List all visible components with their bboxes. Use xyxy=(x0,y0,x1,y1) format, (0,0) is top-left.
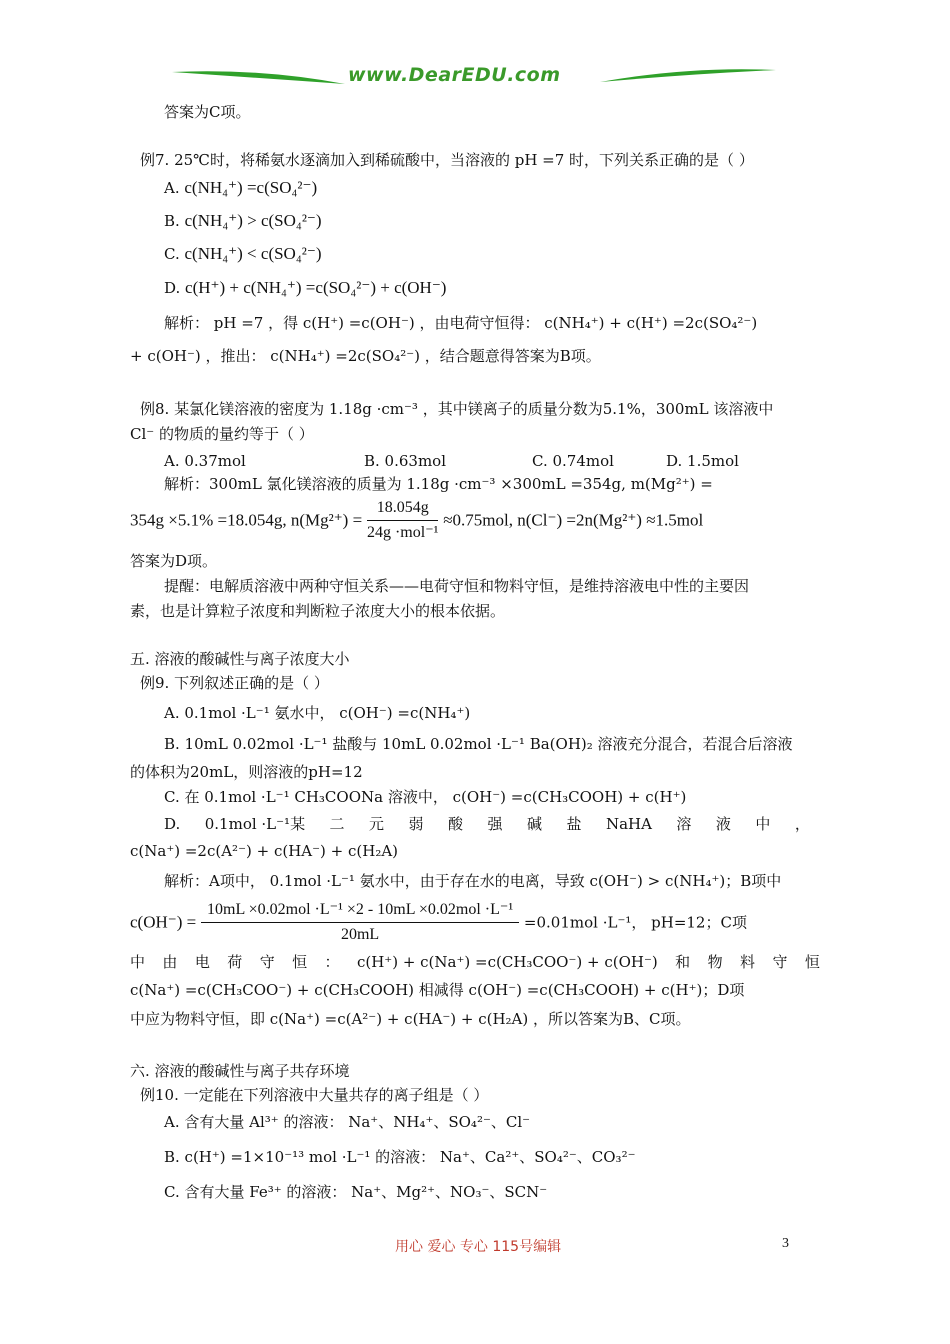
option-a: A. 含有大量 Al³⁺ 的溶液： Na⁺、NH₄⁺、SO₄²⁻、Cl⁻ xyxy=(164,1113,531,1131)
justified-token: 荷 xyxy=(227,953,243,971)
fraction xyxy=(367,497,438,544)
justified-token: 盐 xyxy=(566,815,582,833)
text-line: 答案为D项。 xyxy=(130,552,218,570)
denominator: 20mL xyxy=(340,926,380,943)
justified-token: 恒 xyxy=(292,953,308,971)
analysis-line: + c(OH⁻) ，推出： c(NH₄⁺) =2c(SO₄²⁻) ，结合题意得答案为B项。 xyxy=(130,347,601,365)
example-9-question: 例9. 下列叙述正确的是（ ） xyxy=(140,674,329,692)
denominator: 24g ·mol⁻¹ xyxy=(366,524,439,541)
justified-token: 由 xyxy=(162,953,178,971)
analysis-line: c(Na⁺) =c(CH₃COO⁻) + c(CH₃COOH) 相减得 c(OH⁻) =c(CH₃COOH) + c(H⁺)；D项 xyxy=(130,981,745,999)
justified-token: 0.1mol ·L⁻¹某 xyxy=(204,815,306,833)
justified-token: D. xyxy=(164,815,181,833)
option-a: A. 0.37mol xyxy=(164,452,246,470)
numerator: 10mL ×0.02mol ·L⁻¹ ×2 - 10mL ×0.02mol ·L⁻¹ xyxy=(201,899,519,923)
footer-text: 用心 爱心 专心 115号编辑 xyxy=(395,1239,562,1255)
analysis-line xyxy=(130,951,830,973)
analysis-line: 中应为物料守恒，即 c(Na⁺) =c(A²⁻) + c(HA⁻) + c(H₂A) ，所以答案为B、C项。 xyxy=(130,1010,691,1028)
justified-token: 碱 xyxy=(526,815,542,833)
analysis-line: 解析： pH =7 ，得 c(H⁺) =c(OH⁻) ，由电荷守恒得： c(NH₄⁺) + c(H⁺) =2c(SO₄²⁻) xyxy=(164,314,758,332)
justified-token: 料 xyxy=(740,953,756,971)
formula: c(NH₄⁺) > c(SO₄²⁻) xyxy=(184,211,322,230)
option-b xyxy=(164,210,864,232)
text-line: 的体积为20mL，则溶液的pH=12 xyxy=(130,763,363,781)
tip-line: 提醒：电解质溶液中两种守恒关系——电荷守恒和物料守恒，是维持溶液电中性的主要因 xyxy=(164,577,750,595)
justified-token: 中 xyxy=(130,953,146,971)
justified-token: ： xyxy=(324,953,340,971)
formula-line: c(Na⁺) =2c(A²⁻) + c(HA⁻) + c(H₂A) xyxy=(130,842,399,860)
justified-token: c(H⁺) + c(Na⁺) =c(CH₃COO⁻) + c(OH⁻) xyxy=(356,953,658,971)
justified-token: 守 xyxy=(259,953,275,971)
section-heading: 六. 溶液的酸碱性与离子共存环境 xyxy=(130,1062,350,1080)
option-letter: B. xyxy=(164,212,185,230)
formula: =0.01mol ·L⁻¹， pH=12；C项 xyxy=(523,913,747,932)
justified-token: 强 xyxy=(487,815,503,833)
text-line: Cl⁻ 的物质的量约等于（ ） xyxy=(130,425,314,443)
justified-row xyxy=(164,813,810,835)
option-c: C. 0.74mol xyxy=(532,452,614,470)
formula: c(NH₄⁺) =c(SO₄²⁻) xyxy=(184,178,318,197)
option-c: C. 在 0.1mol ·L⁻¹ CH₃COONa 溶液中， c(OH⁻) =c(CH₃COOH) + c(H⁺) xyxy=(164,788,687,806)
example-8-question: 例8. 某氯化镁溶液的密度为 1.18g ·cm⁻³ ，其中镁离子的质量分数为5.1%，300mL 该溶液中 xyxy=(140,400,774,418)
justified-token: 酸 xyxy=(448,815,464,833)
justified-token: 弱 xyxy=(408,815,424,833)
option-letter: D. xyxy=(164,279,186,297)
option-d xyxy=(164,277,864,299)
justified-token: 溶 xyxy=(676,815,692,833)
justified-token: 守 xyxy=(772,953,788,971)
fraction xyxy=(201,899,519,946)
option-b: B. c(H⁺) =1×10⁻¹³ mol ·L⁻¹ 的溶液： Na⁺、Ca²⁺、SO₄²⁻、CO₃²⁻ xyxy=(164,1148,636,1166)
justified-token: ， xyxy=(794,815,810,833)
example-10-question: 例10. 一定能在下列溶液中大量共存的离子组是（ ） xyxy=(140,1086,489,1104)
site-header-logo xyxy=(170,62,780,96)
example-7-question: 例7. 25℃时，将稀氨水逐滴加入到稀硫酸中，当溶液的 pH =7 时，下列关系正确的是（ ） xyxy=(140,151,754,169)
formula: c(OH⁻) = xyxy=(130,912,197,932)
formula: ≈0.75mol, n(Cl⁻) =2n(Mg²⁺) ≈1.5mol xyxy=(443,510,704,530)
justified-token: 中 xyxy=(755,815,771,833)
equation-line xyxy=(130,899,830,945)
justified-token: 液 xyxy=(715,815,731,833)
justified-token: 恒 xyxy=(804,953,820,971)
option-letter: C. xyxy=(164,245,185,263)
justified-token: 物 xyxy=(707,953,723,971)
text-line: 答案为C项。 xyxy=(164,103,251,121)
justified-token: 二 xyxy=(329,815,345,833)
option-c: C. 含有大量 Fe³⁺ 的溶液： Na⁺、Mg²⁺、NO₃⁻、SCN⁻ xyxy=(164,1183,548,1201)
option-c xyxy=(164,243,864,265)
option-d xyxy=(164,813,810,835)
option-letter: A. xyxy=(164,179,185,197)
formula: c(NH₄⁺) < c(SO₄²⁻) xyxy=(184,244,322,263)
section-heading: 五. 溶液的酸碱性与离子浓度大小 xyxy=(130,650,350,668)
justified-token: NaHA xyxy=(605,815,652,833)
page-number: 3 xyxy=(782,1236,789,1251)
option-a: A. 0.1mol ·L⁻¹ 氨水中， c(OH⁻) =c(NH₄⁺) xyxy=(164,704,471,722)
logo-text: www.DearEDU.com xyxy=(348,64,561,86)
justified-token: 电 xyxy=(194,953,210,971)
formula: c(H⁺) + c(NH₄⁺) =c(SO₄²⁻) + c(OH⁻) xyxy=(185,278,447,297)
formula: 354g ×5.1% =18.054g, n(Mg²⁺) = xyxy=(130,510,363,530)
justified-token: 和 xyxy=(675,953,691,971)
option-b: B. 10mL 0.02mol ·L⁻¹ 盐酸与 10mL 0.02mol ·L⁻¹ Ba(OH)₂ 溶液充分混合，若混合后溶液 xyxy=(164,735,793,753)
option-b: B. 0.63mol xyxy=(364,452,447,470)
option-d: D. 1.5mol xyxy=(666,452,739,470)
analysis-line: 解析：A项中， 0.1mol ·L⁻¹ 氨水中，由于存在水的电离，导致 c(OH⁻) > c(NH₄⁺)；B项中 xyxy=(164,872,782,890)
justified-token: 元 xyxy=(369,815,385,833)
equation-line xyxy=(130,497,830,541)
text-line: 素，也是计算粒子浓度和判断粒子浓度大小的根本依据。 xyxy=(130,602,506,620)
justified-row xyxy=(130,951,820,973)
option-a xyxy=(164,177,864,199)
numerator: 18.054g xyxy=(367,497,438,521)
analysis-line: 解析：300mL 氯化镁溶液的质量为 1.18g ·cm⁻³ ×300mL =354g, m(Mg²⁺) = xyxy=(164,475,713,493)
